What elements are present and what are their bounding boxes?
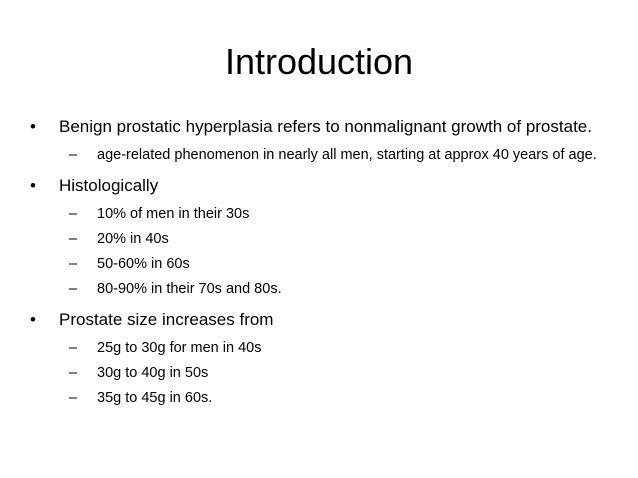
bullet-text: Benign prostatic hyperplasia refers to nonmalignant growth of prostate. — [59, 117, 592, 136]
sub-bullet-text: 30g to 40g in 50s — [97, 365, 209, 381]
sub-bullet-marker: – — [69, 281, 78, 297]
sub-bullet-item — [30, 145, 600, 166]
sub-bullet-item — [30, 204, 600, 225]
sub-bullet-text: 10% of men in their 30s — [97, 206, 250, 222]
sub-bullet-item — [30, 279, 600, 300]
slide-title: Introduction — [224, 41, 414, 82]
sub-bullet-text: 20% in 40s — [97, 231, 169, 247]
sub-bullet-marker: – — [69, 256, 78, 272]
sub-bullet-marker: – — [69, 231, 78, 247]
bullet-marker: • — [30, 117, 36, 136]
bullet-text: Prostate size increases from — [59, 310, 274, 329]
sub-bullet-marker: – — [69, 340, 78, 356]
slide-content — [30, 115, 600, 409]
bullet-marker: • — [30, 176, 36, 195]
sub-bullet-item — [30, 254, 600, 275]
sub-bullet-marker: – — [69, 147, 78, 163]
bullet-item — [30, 308, 600, 332]
bullet-text: Histologically — [59, 176, 159, 195]
sub-bullet-text: age-related phenomenon in nearly all men, starting at approx 40 years of age. — [97, 147, 597, 163]
sub-bullet-text: 25g to 30g for men in 40s — [97, 340, 262, 356]
sub-bullet-item — [30, 363, 600, 384]
bullet-item — [30, 174, 600, 198]
sub-bullet-marker: – — [69, 206, 78, 222]
sub-bullet-item — [30, 229, 600, 250]
bullet-marker: • — [30, 310, 36, 329]
sub-bullet-text: 35g to 45g in 60s. — [97, 390, 213, 406]
sub-bullet-text: 80-90% in their 70s and 80s. — [97, 281, 282, 297]
sub-bullet-item — [30, 338, 600, 359]
bullet-item — [30, 115, 600, 139]
sub-bullet-marker: – — [69, 390, 78, 406]
sub-bullet-item — [30, 388, 600, 409]
sub-bullet-text: 50-60% in 60s — [97, 256, 190, 272]
sub-bullet-marker: – — [69, 365, 78, 381]
